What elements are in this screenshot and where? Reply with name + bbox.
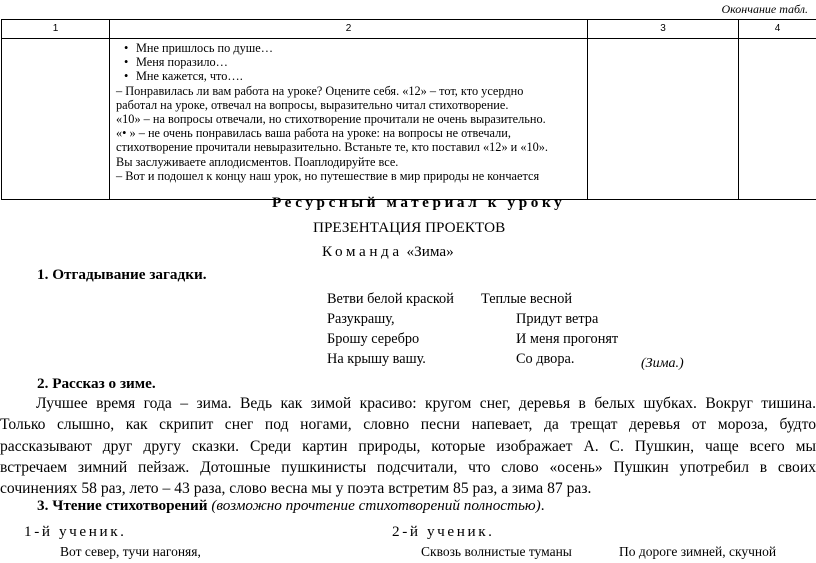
table-header-row [2,20,816,39]
table-cell-empty [588,39,739,200]
poem-line-1: Вот север, тучи нагоняя, [60,544,201,559]
cell-line: – Понравилась ли вам работа на уроке? Оцените себя. «12» – тот, кто усердно [116,83,524,98]
riddle-line: Придут ветра [516,311,599,327]
student-2-label: 2-й ученик. [392,523,495,540]
story-line: сочинениях 58 раз, лето – 43 раза, слово весна мы у поэта встретим 85 раз, а зима 87 раз. [0,480,592,498]
cell-line: – Вот и подошел к концу наш урок, но путешествие в мир природы не кончается [116,168,540,183]
riddle-line: Со двора. [516,351,575,367]
team-label: Команда «Зима» [322,243,454,260]
story-line: рассказывают друг другу сказки. Среди картин природы, которые изображает А. С. Пушкин, чаще всего мы [0,437,816,455]
riddle-line: Разукрашу, [327,311,395,327]
riddle-line: Брошу серебро [327,331,420,347]
list-item: • Мне кажется, что…. [124,69,587,83]
section-heading-riddle: 1. Отгадывание загадки. [37,266,207,283]
section-heading-reading: 3. Чтение стихотворений (возможно прочтение стихотворений полностью). [37,497,545,514]
student-1-label: 1-й ученик. [24,523,127,540]
story-line: встречаем зимний пейзаж. Дотошные пушкинисты подсчитали, что слово «осень» Пушкин употребил в своих [0,458,816,476]
resource-title: Ресурсный материал к уроку [272,194,566,211]
cell-line: «10» – на вопросы отвечали, но стихотворение прочитали не очень выразительно. [116,112,546,127]
riddle-line: Ветви белой краской [327,291,454,307]
bullet-list [116,41,587,84]
poem-line-2: Сквозь волнистые туманы [421,544,572,559]
cell-line: работал на уроке, отвечал на вопросы, выразительно читал стихотворение. [116,97,509,112]
riddle-left-column [327,289,454,369]
story-line: Только слышно, как скрипит снег под ногами, словно песни напевает, да трещат деревья от мороза, будто [0,416,816,434]
story-line: Лучшее время года – зима. Ведь как зимой красиво: кругом снег, деревья в белых шубках. Вокруг тишина. [36,395,816,412]
story-paragraph [0,393,816,499]
col-number-3: 3 [588,20,739,39]
riddle-line: Теплые весной [481,291,573,307]
table-row [2,39,816,200]
riddle-line: И меня прогонят [516,331,619,347]
poem-line-3: По дороге зимней, скучной [619,544,777,559]
table-cell-empty [739,39,816,200]
section-heading-story: 2. Рассказ о зиме. [37,375,156,392]
col-number-1: 1 [2,20,110,39]
cell-line: стихотворение прочитали невыразительно. Встаньте те, кто поставил «12» и «10». [116,140,548,155]
cell-line: Вы заслуживаете аплодисментов. Поаплодируйте все. [116,154,399,169]
table-cell-empty [2,39,110,200]
riddle-right-column [481,289,618,369]
lesson-table [1,19,816,200]
table-cell-content [110,39,588,200]
col-number-4: 4 [739,20,816,39]
continuation-label: Окончание табл. [721,2,808,16]
riddle-line: На крышу вашу. [327,351,426,367]
col-number-2: 2 [110,20,588,39]
list-item: • Мне пришлось по душе… [124,41,587,55]
riddle-answer: (Зима.) [641,356,684,371]
cell-line: «• » – не очень понравилась ваша работа на уроке: на вопросы не отвечали, [116,126,511,141]
list-item: • Меня поразило… [124,55,587,69]
presentation-subtitle: ПРЕЗЕНТАЦИЯ ПРОЕКТОВ [313,219,506,236]
